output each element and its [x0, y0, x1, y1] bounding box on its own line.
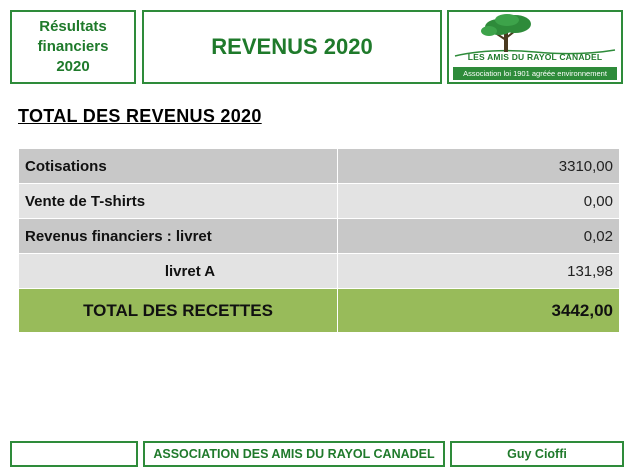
- table-row: [19, 254, 620, 289]
- page-title-box: [142, 10, 442, 84]
- report-label-line1: Résultats: [39, 18, 107, 35]
- report-label-line2: financiers: [37, 38, 109, 55]
- row-value: 0,02: [338, 219, 620, 254]
- association-logo: [447, 10, 623, 84]
- table-row: [19, 149, 620, 184]
- footer-author-box: [450, 441, 624, 467]
- total-label: TOTAL DES RECETTES: [19, 289, 338, 333]
- row-label: Cotisations: [19, 149, 338, 184]
- footer-author: Guy Cioffi: [507, 447, 567, 461]
- row-label: Vente de T-shirts: [19, 184, 338, 219]
- table-row: [19, 219, 620, 254]
- logo-name: LES AMIS DU RAYOL CANADEL: [467, 52, 603, 62]
- footer-association-box: [143, 441, 445, 467]
- table-row: [19, 184, 620, 219]
- page-title: REVENUS 2020: [211, 34, 373, 59]
- row-value: 0,00: [338, 184, 620, 219]
- row-value: 3310,00: [338, 149, 620, 184]
- logo-subtitle: Association loi 1901 agréée environnement: [453, 67, 617, 80]
- total-row: [19, 289, 620, 333]
- total-value: 3442,00: [338, 289, 620, 333]
- row-label: Revenus financiers : livret: [19, 219, 338, 254]
- report-label-year: 2020: [56, 58, 90, 75]
- report-label-box: [10, 10, 136, 84]
- row-value: 131,98: [338, 254, 620, 289]
- footer-empty-box: [10, 441, 138, 467]
- section-title: TOTAL DES REVENUS 2020: [18, 106, 262, 126]
- row-label: livret A: [19, 254, 338, 289]
- footer-association: ASSOCIATION DES AMIS DU RAYOL CANADEL: [153, 447, 435, 461]
- revenue-table: [18, 148, 620, 333]
